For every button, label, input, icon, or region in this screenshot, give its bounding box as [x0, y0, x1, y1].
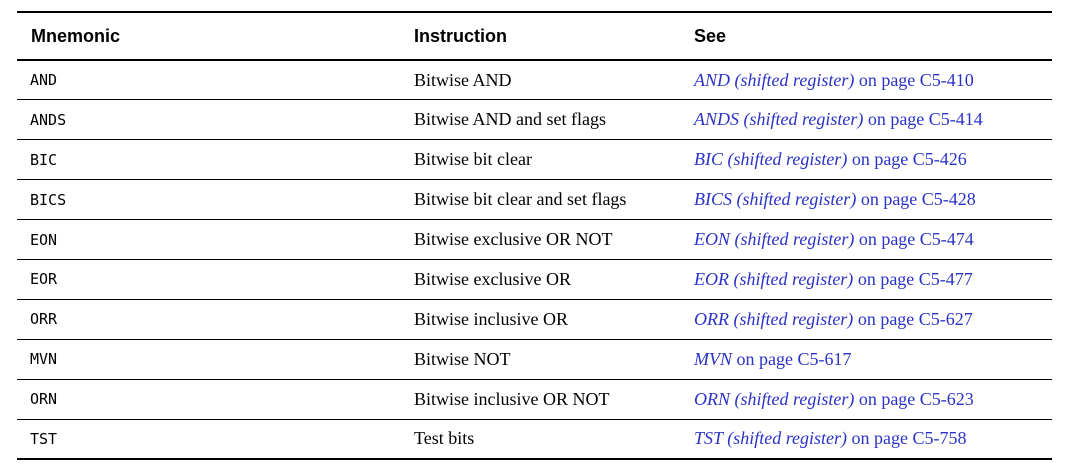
see-link-title[interactable]: ORN (shifted register): [694, 388, 855, 409]
see-link-title[interactable]: ORR (shifted register): [694, 308, 854, 329]
see-cell: [694, 140, 1052, 180]
table-row: [17, 100, 1052, 140]
mnemonic-cell: EON: [17, 220, 414, 260]
see-link-title[interactable]: EOR (shifted register): [694, 268, 854, 289]
see-cell: [694, 220, 1052, 260]
see-cell: [694, 100, 1052, 140]
see-link-page[interactable]: on page C5-477: [853, 268, 973, 289]
see-link-title[interactable]: MVN: [694, 348, 732, 369]
see-link-page[interactable]: on page C5-623: [854, 388, 974, 409]
instruction-cell: Test bits: [414, 419, 694, 459]
see-cell: [694, 379, 1052, 419]
instruction-cell: Bitwise exclusive OR: [414, 259, 694, 299]
table-row: [17, 299, 1052, 339]
instruction-cell: Bitwise bit clear and set flags: [414, 180, 694, 220]
header-see: See: [694, 12, 1052, 60]
mnemonic-cell: ANDS: [17, 100, 414, 140]
instruction-table: [17, 11, 1052, 460]
instruction-cell: Bitwise bit clear: [414, 140, 694, 180]
see-link-title[interactable]: ANDS (shifted register): [694, 109, 864, 130]
see-link-page[interactable]: on page C5-758: [847, 428, 967, 449]
see-link-page[interactable]: on page C5-474: [854, 229, 974, 249]
table-row: [17, 379, 1052, 419]
table-row: [17, 140, 1052, 180]
table-row: [17, 419, 1052, 459]
see-cell: [694, 60, 1052, 100]
see-link-title[interactable]: EON (shifted register): [694, 229, 855, 249]
see-link-page[interactable]: on page C5-414: [863, 109, 983, 130]
see-link-page[interactable]: on page C5-617: [732, 348, 852, 369]
table-row: [17, 180, 1052, 220]
see-cell: [694, 419, 1052, 459]
table-header: [17, 12, 1052, 60]
mnemonic-cell: BICS: [17, 180, 414, 220]
mnemonic-cell: EOR: [17, 259, 414, 299]
instruction-cell: Bitwise inclusive OR NOT: [414, 379, 694, 419]
table-body: [17, 60, 1052, 459]
instruction-cell: Bitwise AND: [414, 60, 694, 100]
mnemonic-cell: AND: [17, 60, 414, 100]
header-row: [17, 12, 1052, 60]
table-row: [17, 259, 1052, 299]
mnemonic-cell: BIC: [17, 140, 414, 180]
see-link-page[interactable]: on page C5-428: [856, 189, 976, 210]
table-row: [17, 339, 1052, 379]
see-link-title[interactable]: TST (shifted register): [694, 428, 848, 449]
instruction-table-container: [17, 11, 1052, 460]
instruction-cell: Bitwise inclusive OR: [414, 299, 694, 339]
mnemonic-cell: TST: [17, 419, 414, 459]
see-link-title[interactable]: BIC (shifted register): [694, 149, 848, 170]
mnemonic-cell: ORR: [17, 299, 414, 339]
see-link-page[interactable]: on page C5-426: [847, 149, 967, 170]
mnemonic-cell: MVN: [17, 339, 414, 379]
see-link-page[interactable]: on page C5-410: [854, 69, 974, 90]
table-row: [17, 220, 1052, 260]
see-cell: [694, 180, 1052, 220]
table-row: [17, 60, 1052, 100]
see-cell: [694, 299, 1052, 339]
header-instruction: Instruction: [414, 12, 694, 60]
instruction-cell: Bitwise exclusive OR NOT: [414, 220, 694, 260]
instruction-cell: Bitwise NOT: [414, 339, 694, 379]
instruction-cell: Bitwise AND and set flags: [414, 100, 694, 140]
header-mnemonic: Mnemonic: [17, 12, 414, 60]
mnemonic-cell: ORN: [17, 379, 414, 419]
see-link-title[interactable]: BICS (shifted register): [694, 189, 857, 210]
see-link-page[interactable]: on page C5-627: [853, 308, 973, 329]
see-cell: [694, 339, 1052, 379]
see-link-title[interactable]: AND (shifted register): [694, 69, 855, 90]
see-cell: [694, 259, 1052, 299]
